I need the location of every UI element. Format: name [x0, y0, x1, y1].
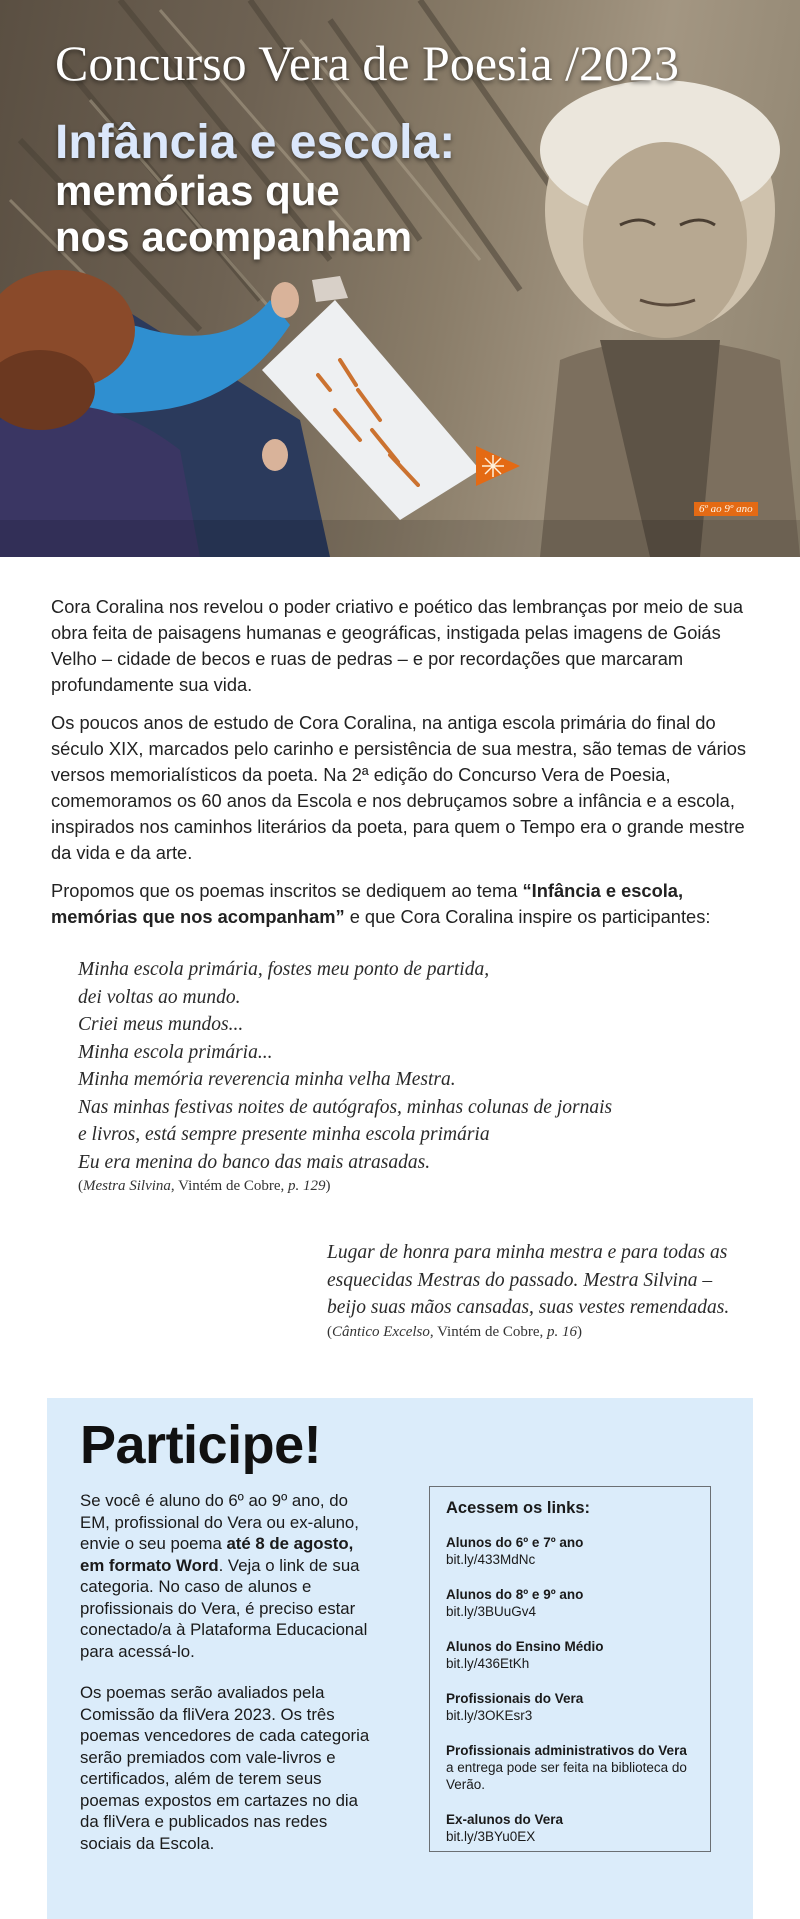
child-reading	[0, 270, 330, 557]
poem-line: Eu era menina do banco das mais atrasadas.	[78, 1151, 431, 1173]
link-url[interactable]: bit.ly/436EtKh	[446, 1656, 530, 1671]
link-url[interactable]: bit.ly/433MdNc	[446, 1552, 536, 1567]
poem-citation: (Mestra Silvina, Vintém de Cobre, p. 129)	[78, 1178, 331, 1194]
hero-subtitle-line1: Infância e escola:	[55, 116, 456, 169]
participe-instructions	[80, 1490, 380, 1874]
poem-line: dei voltas ao mundo.	[78, 986, 241, 1008]
link-note: a entrega pode ser feita na biblioteca do Verão.	[446, 1760, 687, 1792]
intro-paragraph-theme: Propomos que os poemas inscritos se dediquem ao tema “Infância e escola, memórias que nos acompanham” e que Cora Coralina inspire os participantes:	[51, 880, 711, 927]
poem-line: beijo suas mãos cansadas, suas vestes remendadas.	[327, 1297, 730, 1318]
link-item-administrativos	[446, 1742, 694, 1793]
link-item-6-7[interactable]	[446, 1534, 694, 1568]
intro-paragraph: Os poucos anos de estudo de Cora Coralina, na antiga escola primária do final do século XIX, marcados pelo carinho e persistência de sua mestra, são temas de vários versos memorialísticos da poeta. Na 2ª edição do Concurso Vera de Poesia, comemoramos os 60 anos da Escola e nos debruçamos sobre a infância e a escola, inspirados nos caminhos literários da poeta, para quem o Tempo era o grande mestre da vida e da arte.	[51, 712, 747, 863]
poem-line: Minha memória reverencia minha velha Mestra.	[78, 1069, 456, 1090]
intro-paragraph: Cora Coralina nos revelou o poder criativo e poético das lembranças por meio de sua obra feita de paisagens humanas e geográficas, instigada pelas imagens de Goiás Velho – cidade de becos e ruas de pedras – e por recordações que marcaram profundamente sua vida.	[51, 596, 744, 695]
deadline-highlight: até 8 de agosto, em formato Word	[80, 1534, 354, 1575]
poem-quote-cantico-excelso	[327, 1239, 767, 1341]
hero-subtitle-line2: memórias que	[55, 167, 340, 214]
link-category: Profissionais administrativos do Vera	[446, 1743, 687, 1758]
link-category: Alunos do 8º e 9º ano	[446, 1587, 584, 1602]
poem-line: Minha escola primária, fostes meu ponto de partida,	[78, 959, 490, 980]
intro-text	[51, 594, 761, 942]
link-category: Alunos do Ensino Médio	[446, 1639, 604, 1654]
link-url[interactable]: bit.ly/3BYu0EX	[446, 1829, 536, 1844]
participe-section	[47, 1398, 753, 1919]
participe-heading: Participe!	[80, 1415, 322, 1475]
instructions-paragraph: Se você é aluno do 6º ao 9º ano, do EM, profissional do Vera ou ex-aluno, envie o seu poema até 8 de agosto, em formato Word. Veja o link de sua categoria. No caso de alunos e profissionais do Vera, é preciso estar conectado/a à Plataforma Educacional para acessá-lo.	[80, 1491, 368, 1661]
page-title: Concurso Vera de Poesia /2023	[55, 35, 679, 91]
poem-line: Minha escola primária...	[78, 1041, 273, 1063]
links-box	[429, 1486, 711, 1852]
theme-highlight: “Infância e escola, memórias que nos acompanham”	[51, 880, 684, 927]
poem-line: Criei meus mundos...	[78, 1014, 244, 1035]
poem-line: e livros, está sempre presente minha escola primária	[78, 1124, 490, 1145]
poem-line: Nas minhas festivas noites de autógrafos, minhas colunas de jornais	[78, 1096, 613, 1118]
vera-logo-icon	[476, 446, 520, 486]
hero-subtitle	[55, 118, 455, 260]
poem-line: esquecidas Mestras do passado. Mestra Silvina –	[327, 1269, 713, 1291]
poem-quote-mestra-silvina	[78, 956, 678, 1195]
evaluation-paragraph: Os poemas serão avaliados pela Comissão da fliVera 2023. Os três poemas vencedores de cada categoria serão premiados com vale-livros e certificados, além de terem seus poemas expostos em cartazes no dia da fliVera e publicados nas redes sociais da Escola.	[80, 1683, 370, 1853]
poem-citation: (Cântico Excelso, Vintém de Cobre, p. 16)	[327, 1323, 583, 1340]
poem-line: Lugar de honra para minha mestra e para todas as	[327, 1242, 728, 1263]
link-item-ensino-medio[interactable]	[446, 1638, 694, 1672]
link-url[interactable]: bit.ly/3BUuGv4	[446, 1604, 537, 1619]
link-category: Ex-alunos do Vera	[446, 1812, 564, 1827]
portrait-elderly-woman	[540, 80, 800, 557]
hero-banner	[0, 0, 800, 557]
link-url[interactable]: bit.ly/3OKEsr3	[446, 1708, 533, 1723]
link-category: Alunos do 6º e 7º ano	[446, 1535, 584, 1550]
link-category: Profissionais do Vera	[446, 1691, 584, 1706]
link-item-profissionais[interactable]	[446, 1690, 694, 1724]
link-item-8-9[interactable]	[446, 1586, 694, 1620]
hero-subtitle-line3: nos acompanham	[55, 213, 413, 260]
links-heading: Acessem os links:	[446, 1499, 590, 1517]
link-item-ex-alunos[interactable]	[446, 1811, 694, 1845]
grade-badge: 6º ao 9º ano	[694, 502, 758, 516]
